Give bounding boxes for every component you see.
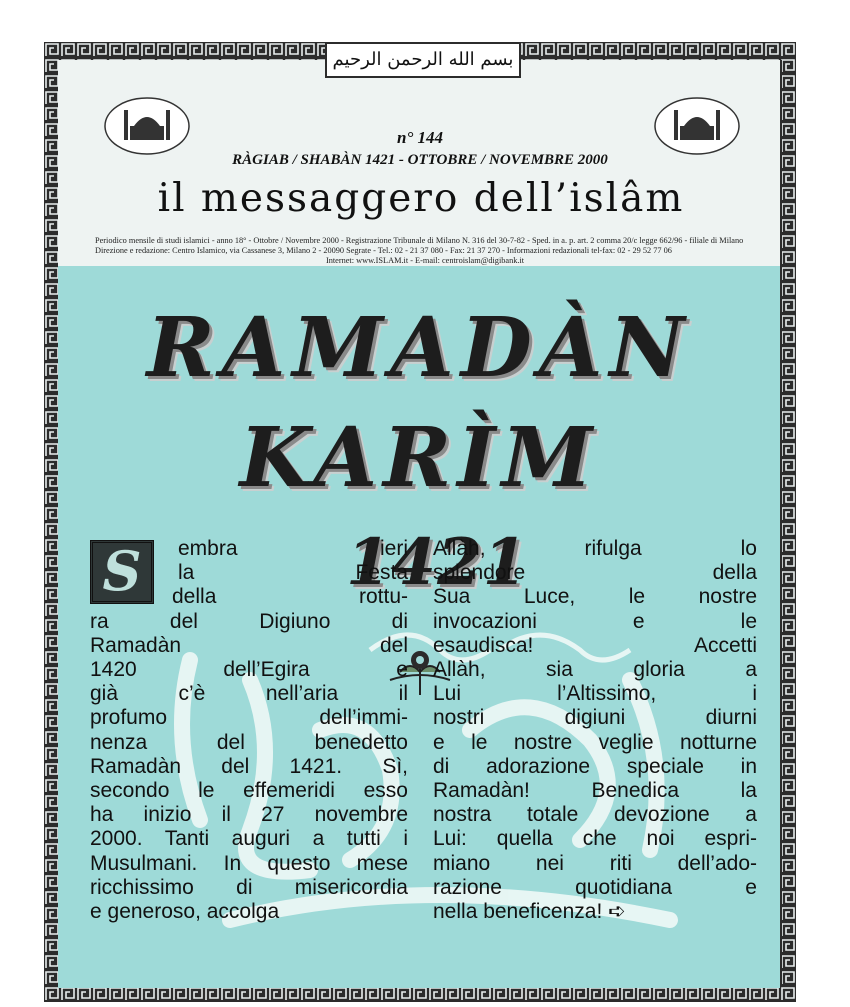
article-line: Lui: quella che noi espri- xyxy=(433,827,757,851)
legal-line-1: Periodico mensile di studi islamici - anno 18° - Ottobre / Novembre 2000 - Registrazione Tribunale di Milano N. 316 del 30-7-82 - Sped. in a. p. art. 2 comma 20/c legge 662/96 - filiale di Milano xyxy=(95,236,744,245)
article-line: Ramadàn! Benedica la xyxy=(433,779,757,803)
article-line: e generoso, accolga xyxy=(90,900,280,924)
article-line: 2000. Tanti auguri a tutti i xyxy=(90,827,408,851)
article-line: Sua Luce, le nostre xyxy=(433,585,757,609)
legal-line-2: Direzione e redazione: Centro Islamico, via Cassanese 3, Milano 2 - 20090 Segrate - Tel.: 02 - 21 37 080 - Fax: 21 37 270 - Informazioni redazionali tel-fax: 02 - 29 52 77 06 xyxy=(95,246,672,255)
article-line: razione quotidiana e xyxy=(433,875,757,899)
dropcap-letter: S xyxy=(90,540,154,604)
issue-number: n° 144 xyxy=(396,128,443,147)
headline-year: 1421 xyxy=(346,525,529,600)
bismillah-caption: بسم الله الرحمن الرحيم xyxy=(325,42,521,78)
article-line: Ramadàn del 1421. Sì, xyxy=(90,754,408,778)
article-line: della rottu- xyxy=(172,585,408,609)
mosque-emblem-icon xyxy=(654,96,740,156)
article-line: invocazioni e le xyxy=(433,609,757,633)
article-line: e le nostre veglie notturne xyxy=(433,730,757,754)
masthead-title: il messaggero dell’islâm xyxy=(157,176,685,221)
headline-ramadan: RAMADÀN xyxy=(146,300,692,396)
article-line: profumo dell’immi- xyxy=(90,706,408,730)
headline-karim: KARÌM xyxy=(239,410,599,506)
article-line: 1420 dell’Egira e xyxy=(90,658,408,682)
article-line: ra del Digiuno di xyxy=(90,609,408,633)
article-line: Allàh, rifulga lo xyxy=(433,537,757,560)
article-line: nenza del benedetto xyxy=(90,730,408,754)
issue-dateline: RÀGIAB / SHABÀN 1421 - OTTOBRE / NOVEMBRE 2000 xyxy=(232,152,608,168)
article-line: secondo le effemeridi esso xyxy=(90,779,408,803)
article-line: nella beneficenza! ➪ xyxy=(433,900,626,924)
article-line: Musulmani. In questo mese xyxy=(90,851,408,875)
mosque-emblem-icon xyxy=(104,96,190,156)
article-right-column xyxy=(433,537,757,924)
article-line: ricchissimo di misericordia xyxy=(90,875,408,899)
article-line: ha inizio il 27 novembre xyxy=(90,803,408,827)
article-left-column xyxy=(90,537,408,924)
article-line: Lui l’Altissimo, i xyxy=(433,682,757,706)
article-line: Allàh, sia gloria a xyxy=(433,658,757,682)
article-line: già c’è nell’aria il xyxy=(90,682,408,706)
article-line: esaudisca! Accetti xyxy=(433,633,757,657)
article-line: di adorazione speciale in xyxy=(433,754,757,778)
article-line: miano nei riti dell’ado- xyxy=(433,851,757,875)
article-line: nostri digiuni diurni xyxy=(433,706,757,730)
article-line: splendore della xyxy=(433,561,757,585)
article-line: Ramadàn del xyxy=(90,633,408,657)
legal-line-3: Internet: www.ISLAM.it - E-mail: centroislam@digibank.it xyxy=(325,256,525,265)
article-line: la Festa xyxy=(178,561,408,585)
article-line: embra ieri xyxy=(178,537,408,560)
article-line: nostra totale devozione a xyxy=(433,803,757,827)
